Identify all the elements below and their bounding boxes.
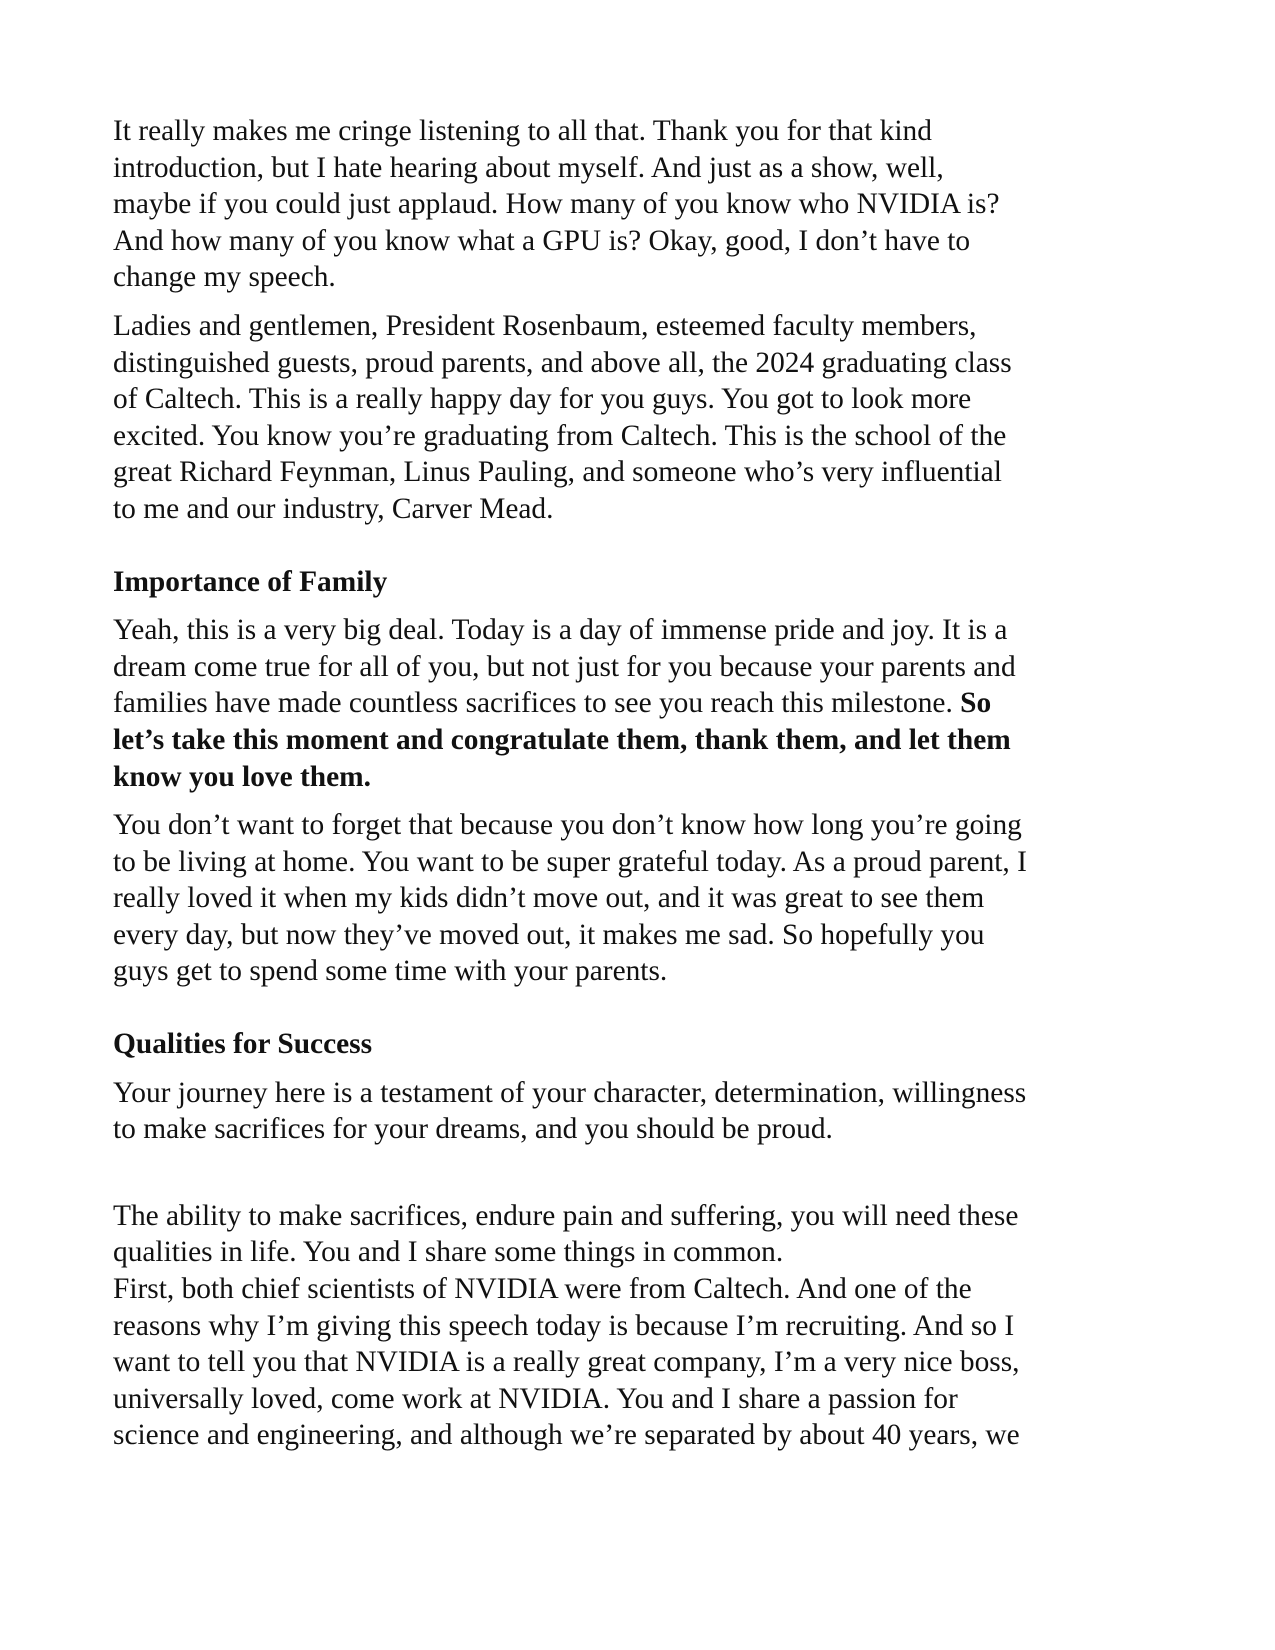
text-line: science and engineering, and although we’re separated by about 40 years, we [113,1419,1020,1452]
paragraph-intro [113,113,1123,296]
text-line [113,685,1123,722]
paragraph-family-pride [113,612,1123,795]
text-line: to me and our industry, Carver Mead. [113,492,554,525]
text-line: reasons why I’m giving this speech today is because I’m recruiting. And so I [113,1309,1015,1342]
text-line: excited. You know you’re graduating from Caltech. This is the school of the [113,419,1007,452]
text-line: First, both chief scientists of NVIDIA were from Caltech. And one of the [113,1273,972,1306]
text-line [113,722,1123,759]
text-line [113,759,1123,796]
section-heading-family: Importance of Family [113,565,388,598]
text-line: want to tell you that NVIDIA is a really great company, I’m a very nice boss, [113,1346,1020,1379]
document-page [113,113,1123,1454]
emphasis-text: let’s take this moment and congratulate them, thank them, and let them [113,723,1011,756]
section-heading-success: Qualities for Success [113,1028,373,1061]
text-line: to be living at home. You want to be super grateful today. As a proud parent, I [113,845,1027,878]
emphasis-text: know you love them. [113,760,372,793]
paragraph-greeting [113,308,1123,528]
text-line: really loved it when my kids didn’t move out, and it was great to see them [113,882,985,915]
text-line: to make sacrifices for your dreams, and you should be proud. [113,1113,833,1146]
text-line: qualities in life. You and I share some things in common. [113,1236,784,1269]
text-line: maybe if you could just applaud. How many of you know who NVIDIA is? [113,188,1000,221]
text-line: every day, but now they’ve moved out, it makes me sad. So hopefully you [113,918,985,951]
text-line: guys get to spend some time with your parents. [113,955,668,988]
text-line: dream come true for all of you, but not just for you because your parents and [113,650,1016,683]
text-line: Yeah, this is a very big deal. Today is a day of immense pride and joy. It is a [113,614,1008,647]
text-line: of Caltech. This is a really happy day for you guys. You got to look more [113,383,972,416]
text-line: The ability to make sacrifices, endure pain and suffering, you will need these [113,1199,1019,1232]
text-run: families have made countless sacrifices to see you reach this milestone. [113,687,961,720]
text-line: Your journey here is a testament of your character, determination, willingness [113,1076,1027,1109]
text-line: It really makes me cringe listening to all that. Thank you for that kind [113,115,932,147]
text-line: change my speech. [113,261,336,294]
text-line: distinguished guests, proud parents, and above all, the 2024 graduating class [113,346,1012,379]
text-line: And how many of you know what a GPU is? Okay, good, I don’t have to [113,224,971,257]
text-line: You don’t want to forget that because you don’t know how long you’re going [113,809,1022,842]
paragraph-success-qualities [113,1198,1123,1454]
paragraph-success-journey [113,1075,1123,1148]
text-line: Ladies and gentlemen, President Rosenbaum, esteemed faculty members, [113,309,977,342]
text-line: great Richard Feynman, Linus Pauling, and someone who’s very influential [113,456,1002,489]
text-line: universally loved, come work at NVIDIA. You and I share a passion for [113,1382,958,1415]
emphasis-text: So [960,687,992,720]
paragraph-family-home [113,807,1123,990]
text-line: introduction, but I hate hearing about myself. And just as a show, well, [113,151,944,184]
